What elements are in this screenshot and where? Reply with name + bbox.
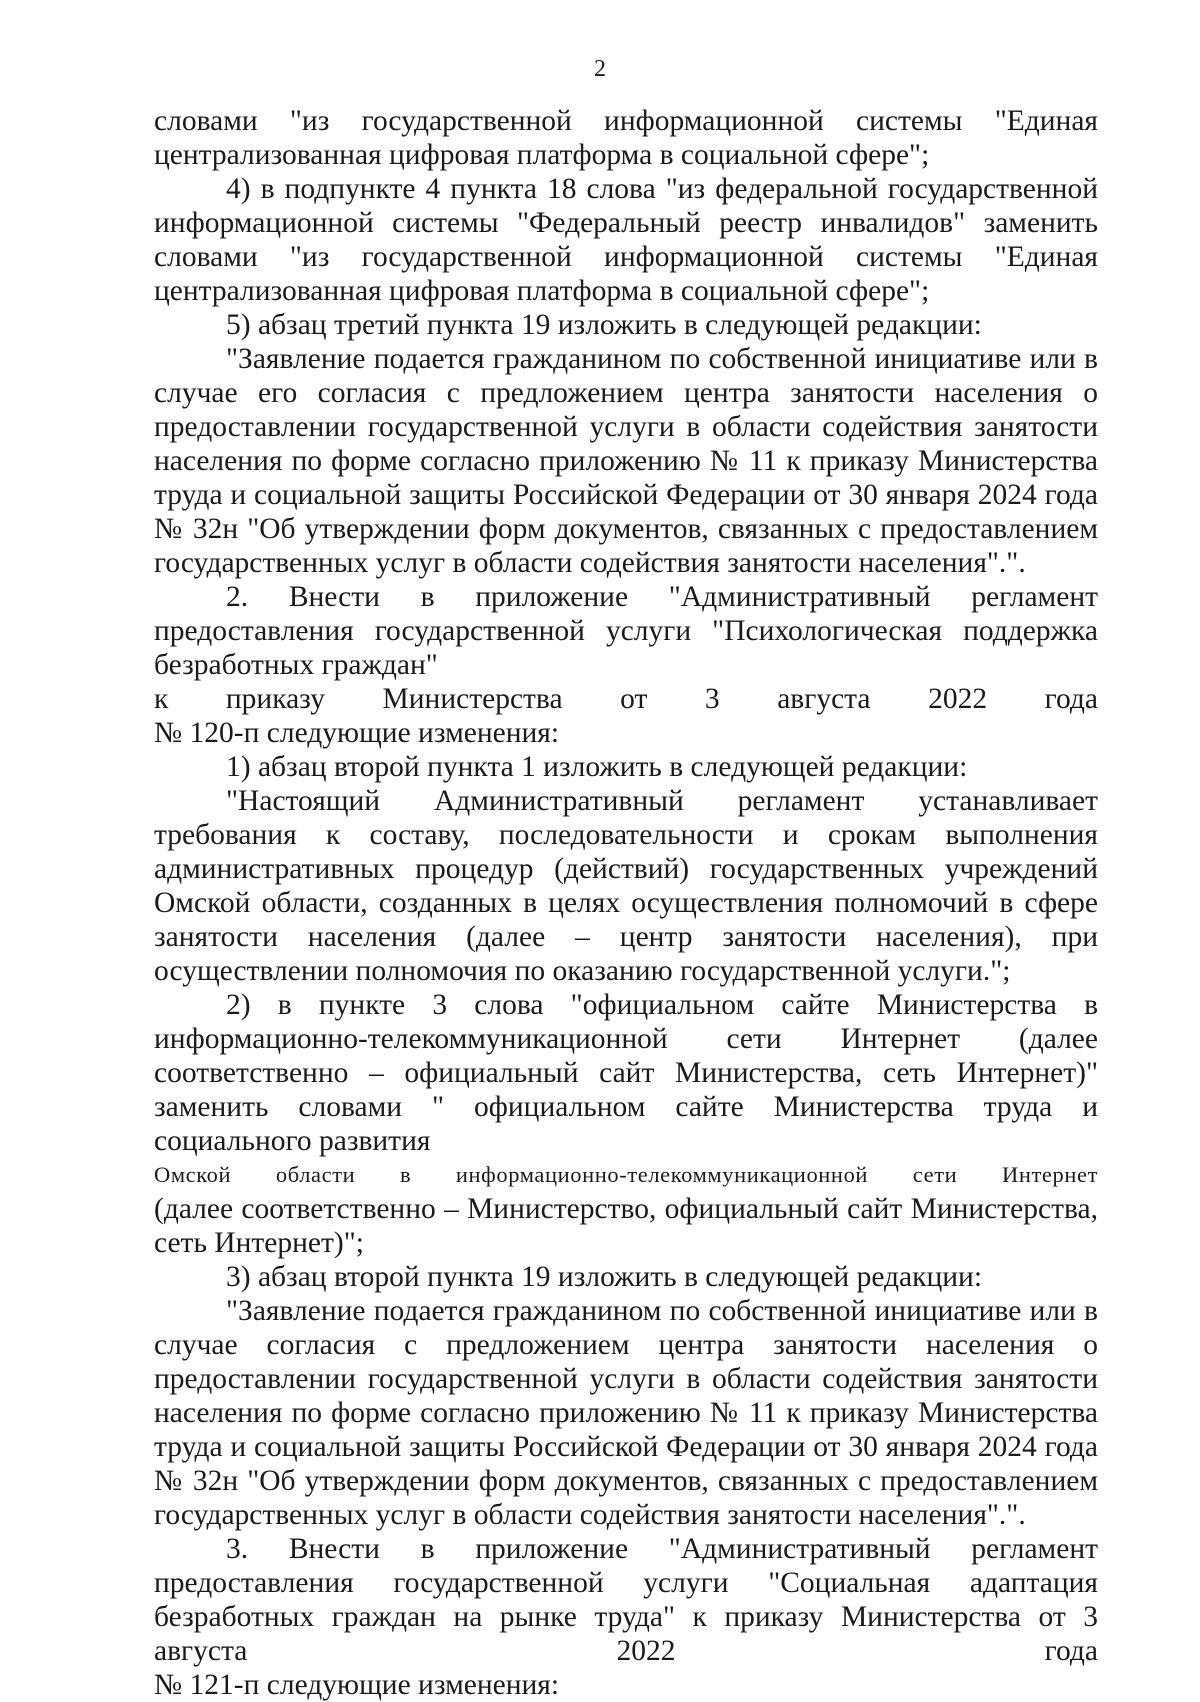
paragraph-continuation: словами "из государственной информационной системы "Единая централизованная цифровая платформа в социальной сфере";: [154, 105, 1098, 171]
paragraph-item-2-small-line: Омской области в информационно-телекоммуникационной сети Интернет: [154, 1162, 1098, 1187]
paragraph-item-2-end: (далее соответственно – Министерство, официальный сайт Министерства, сеть Интернет)";: [154, 1193, 1098, 1259]
paragraph-section-3-changes: № 121-п следующие изменения:: [154, 1669, 560, 1701]
paragraph-item-3: 3) абзац второй пункта 19 изложить в следующей редакции:: [226, 1261, 983, 1293]
paragraph-section-2: 2. Внести в приложение "Административный регламент предоставления государственной услуги "Психологическая поддержка безработных граждан": [154, 581, 1098, 681]
document-body: [154, 104, 1098, 1702]
paragraph-section-2-order-line: к приказу Министерства от 3 августа 2022 года: [154, 683, 1098, 715]
paragraph-section-3: 3. Внести в приложение "Административный регламент предоставления государственной услуги "Социальная адаптация безработных граждан на рынке труда" к приказу Министерства от 3 августа 2022 года: [154, 1533, 1098, 1667]
paragraph-item-4: 4) в подпункте 4 пункта 18 слова "из федеральной государственной информационной системы "Федеральный реестр инвалидов" заменить словами "из государственной информационной системы "Единая централизованная цифровая платформа в социальной сфере";: [154, 173, 1098, 307]
paragraph-quote-2: "Настоящий Административный регламент устанавливает требования к составу, последовательности и срокам выполнения административных процедур (действий) государственных учреждений Омской области, созданных в целях осуществления полномочий в сфере занятости населения (далее – центр занятости населения), при осуществлении полномочия по оказанию государственной услуги.";: [154, 785, 1098, 987]
paragraph-item-1: 1) абзац второй пункта 1 изложить в следующей редакции:: [226, 751, 968, 783]
page-number: 2: [594, 56, 606, 82]
paragraph-item-5: 5) абзац третий пункта 19 изложить в следующей редакции:: [226, 309, 982, 341]
paragraph-section-2-changes: № 120-п следующие изменения:: [154, 717, 560, 749]
paragraph-quote-3: "Заявление подается гражданином по собственной инициативе или в случае согласия с предложением центра занятости населения о предоставлении государственной услуги в области содействия занятости населения по форме согласно приложению № 11 к приказу Министерства труда и социальной защиты Российской Федерации от 30 января 2024 года № 32н "Об утверждении форм документов, связанных с предоставлением государственных услуг в области содействия занятости населения".".: [154, 1295, 1098, 1531]
paragraph-item-2: 2) в пункте 3 слова "официальном сайте Министерства в информационно-телекоммуникационной сети Интернет (далее соответственно – официальный сайт Министерства, сеть Интернет)" заменить словами " официальном сайте Министерства труда и социального развития: [154, 989, 1098, 1157]
paragraph-quote-1: "Заявление подается гражданином по собственной инициативе или в случае его согласия с предложением центра занятости населения о предоставлении государственной услуги в области содействия занятости населения по форме согласно приложению № 11 к приказу Министерства труда и социальной защиты Российской Федерации от 30 января 2024 года № 32н "Об утверждении форм документов, связанных с предоставлением государственных услуг в области содействия занятости населения".".: [154, 343, 1098, 579]
